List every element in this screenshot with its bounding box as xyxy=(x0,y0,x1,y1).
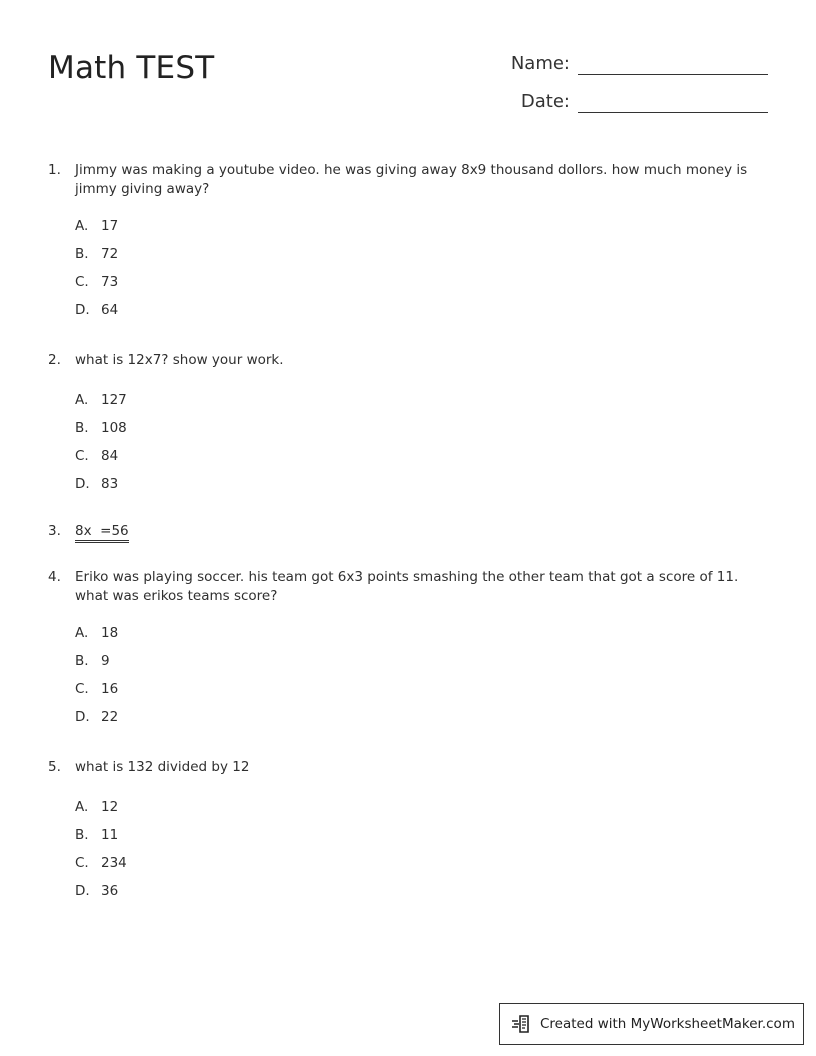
question-2 xyxy=(48,351,748,503)
question-number: 4. xyxy=(48,569,61,585)
choice-letter: B. xyxy=(75,420,89,436)
answer-choices xyxy=(75,624,748,736)
choice-c[interactable] xyxy=(75,447,748,475)
question-3 xyxy=(48,522,748,543)
worksheet-maker-logo-icon xyxy=(511,1013,533,1035)
choice-letter: D. xyxy=(75,709,90,725)
name-label: Name: xyxy=(510,53,570,74)
choice-letter: A. xyxy=(75,392,89,408)
question-1 xyxy=(48,161,748,329)
choice-value: 12 xyxy=(101,799,119,815)
choice-d[interactable] xyxy=(75,301,748,329)
choice-value: 18 xyxy=(101,625,119,641)
answer-choices xyxy=(75,798,748,910)
choice-letter: C. xyxy=(75,448,89,464)
answer-choices xyxy=(75,217,748,329)
choice-letter: A. xyxy=(75,218,89,234)
question-text: what is 12x7? show your work. xyxy=(75,352,284,368)
question-number: 2. xyxy=(48,352,61,368)
choice-d[interactable] xyxy=(75,708,748,736)
choice-value: 83 xyxy=(101,476,119,492)
question-number: 3. xyxy=(48,523,61,539)
choice-value: 127 xyxy=(101,392,127,408)
choice-c[interactable] xyxy=(75,273,748,301)
choice-value: 73 xyxy=(101,274,119,290)
choice-letter: D. xyxy=(75,302,90,318)
question-text: what is 132 divided by 12 xyxy=(75,759,250,775)
choice-value: 36 xyxy=(101,883,119,899)
choice-letter: C. xyxy=(75,681,89,697)
choice-value: 9 xyxy=(101,653,110,669)
choice-b[interactable] xyxy=(75,652,748,680)
question-number: 5. xyxy=(48,759,61,775)
question-text: 8x =56 xyxy=(75,523,129,543)
choice-value: 64 xyxy=(101,302,119,318)
question-4 xyxy=(48,568,748,736)
choice-a[interactable] xyxy=(75,217,748,245)
answer-choices xyxy=(75,391,748,503)
choice-d[interactable] xyxy=(75,882,748,910)
choice-b[interactable] xyxy=(75,826,748,854)
name-field xyxy=(450,52,768,75)
footer-credit[interactable] xyxy=(499,1003,804,1045)
choice-b[interactable] xyxy=(75,419,748,447)
choice-value: 22 xyxy=(101,709,119,725)
choice-c[interactable] xyxy=(75,680,748,708)
choice-value: 11 xyxy=(101,827,119,843)
question-text: Eriko was playing soccer. his team got 6x3 points smashing the other team that got a score of 11. what was erikos teams score? xyxy=(75,569,739,604)
choice-letter: A. xyxy=(75,799,89,815)
choice-value: 234 xyxy=(101,855,127,871)
choice-letter: D. xyxy=(75,883,90,899)
choice-letter: B. xyxy=(75,653,89,669)
date-label: Date: xyxy=(520,91,570,112)
choice-letter: B. xyxy=(75,246,89,262)
footer-text: Created with MyWorksheetMaker.com xyxy=(540,1016,795,1032)
question-number: 1. xyxy=(48,162,61,178)
question-text: Jimmy was making a youtube video. he was giving away 8x9 thousand dollors. how much money is jimmy giving away? xyxy=(75,162,748,197)
date-blank-line[interactable] xyxy=(578,90,768,113)
choice-a[interactable] xyxy=(75,391,748,419)
choice-b[interactable] xyxy=(75,245,748,273)
choice-value: 84 xyxy=(101,448,119,464)
worksheet-title: Math TEST xyxy=(48,50,215,86)
choice-value: 108 xyxy=(101,420,127,436)
name-blank-line[interactable] xyxy=(578,52,768,75)
choice-letter: B. xyxy=(75,827,89,843)
choice-d[interactable] xyxy=(75,475,748,503)
choice-value: 17 xyxy=(101,218,119,234)
question-5 xyxy=(48,758,748,910)
choice-letter: C. xyxy=(75,855,89,871)
choice-letter: D. xyxy=(75,476,90,492)
choice-value: 16 xyxy=(101,681,119,697)
choice-a[interactable] xyxy=(75,798,748,826)
choice-a[interactable] xyxy=(75,624,748,652)
date-field xyxy=(450,90,768,113)
choice-value: 72 xyxy=(101,246,119,262)
choice-letter: C. xyxy=(75,274,89,290)
choice-c[interactable] xyxy=(75,854,748,882)
choice-letter: A. xyxy=(75,625,89,641)
